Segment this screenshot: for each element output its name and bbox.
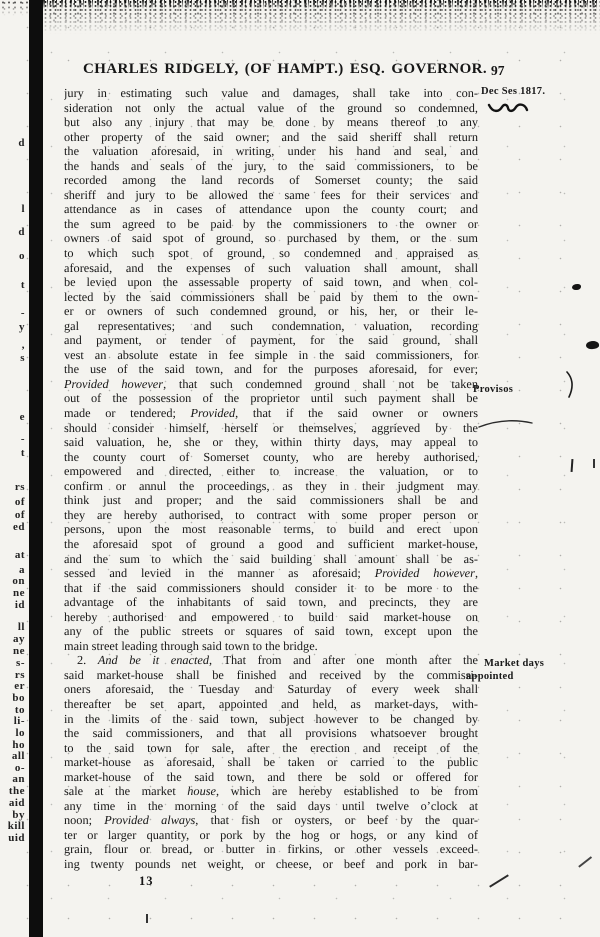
edge-text-fragment: bo	[12, 692, 25, 704]
text-line: should consider himself, herself or themselves, aggrieved by the	[64, 420, 478, 435]
ink-tick-mark	[146, 914, 148, 923]
text-line: sideration not only the actual value of the ground so condemned,	[64, 100, 478, 115]
ink-slash-mark	[489, 874, 509, 887]
text-line: lected by the said commissioners shall be paid by them to the own-	[64, 289, 478, 304]
edge-text-fragment: y	[19, 321, 25, 333]
edge-text-fragment: of	[14, 496, 25, 508]
scan-noise-band	[43, 0, 600, 34]
page-number: 97	[491, 63, 505, 78]
text-line: said market-house shall be finished and received by the commissi-	[64, 667, 478, 682]
edge-text-fragment: er	[14, 680, 25, 692]
ink-brace-mark	[564, 370, 578, 405]
text-line: owners of said spot of ground, so purchased by them, or the sum	[64, 231, 478, 246]
text-line: hereby authorised and empowered to build said market-house on	[64, 609, 478, 624]
edge-text-fragment: ed	[13, 521, 25, 533]
page-header-title: CHARLES RIDGELY, (OF HAMPT.) ESQ. GOVERNOR.	[82, 61, 488, 77]
edge-text-fragment: s-	[16, 657, 25, 669]
text-line: gal representatives; and such condemnation, valuation, recording	[64, 318, 478, 333]
text-line: made or tendered; Provided, that if the said owner or owners	[64, 406, 478, 421]
text-line: sheriff and jury to be allowed the same fees for their services and	[64, 187, 478, 202]
text-line: persons, upon the most reasonable terms, to build and erect upon	[64, 522, 478, 537]
margin-note-session: Dec Ses 1817.	[481, 86, 546, 97]
text-line: think just and proper; and the said commissioners shall be and	[64, 493, 478, 508]
edge-text-fragment: rs	[14, 669, 25, 681]
edge-text-fragment: kill	[7, 820, 25, 832]
book-gutter-shadow	[29, 0, 43, 937]
text-line: the valuation aforesaid, in writing, under his hand and seal, and	[64, 144, 478, 159]
text-line: oners aforesaid, the Tuesday and Saturday of every week shall	[64, 682, 478, 697]
text-line: the aforesaid spot of ground a good and sufficient market-house,	[64, 536, 478, 551]
ink-tick-mark	[593, 459, 595, 468]
text-line: noon; Provided always, that fish or oysters, or beef by the quar-	[64, 813, 478, 828]
edge-text-fragment: t	[20, 279, 25, 291]
ink-squiggle-icon	[487, 101, 529, 119]
text-line: be levied upon the assessable property of said town, and when col-	[64, 275, 478, 290]
text-line: advantage of the inhabitants of said town, and precincts, they are	[64, 595, 478, 610]
text-line: sale at the market house, which are hereby established to be from	[64, 784, 478, 799]
ink-stroke-mark	[477, 416, 535, 435]
edge-text-fragment: ho	[12, 739, 25, 751]
edge-text-fragment: o	[19, 250, 25, 262]
margin-note-market-days: Market days	[484, 658, 545, 669]
edge-text-fragment: -	[20, 307, 25, 319]
body-text	[64, 86, 478, 872]
edge-text-fragment: -	[20, 433, 25, 445]
edge-text-fragment: at	[14, 549, 25, 561]
text-line: and the sum to which the said building shall amount shall be as-	[64, 551, 478, 566]
edge-text-fragment: ll	[17, 621, 25, 633]
edge-text-fragment: ,	[21, 339, 25, 351]
edge-text-fragment: of	[14, 509, 25, 521]
text-line: the sum agreed to be paid by the commissioners to the owner or	[64, 216, 478, 231]
text-line: vest an absolute estate in fee simple in the said commissioners, for	[64, 347, 478, 362]
edge-text-fragment: o-	[14, 762, 25, 774]
edge-text-fragment: to	[14, 704, 25, 716]
text-line: main street leading through said town to the bridge.	[64, 638, 318, 653]
paragraph-2	[64, 653, 478, 871]
ink-blot	[572, 284, 581, 290]
edge-text-fragment: d	[18, 137, 25, 149]
edge-text-fragment: s	[20, 352, 25, 364]
edge-text-fragment: all	[11, 750, 25, 762]
edge-text-fragment: an	[12, 773, 25, 785]
text-line: the use of the said town, and for the purposes aforesaid, for ever;	[64, 362, 478, 377]
text-line: attendance as in cases of attendance upon the county court; and	[64, 202, 478, 217]
text-line: market-house of the said town, and there be sold or offered for	[64, 769, 478, 784]
edge-text-fragment: a	[19, 564, 25, 576]
ink-blot	[586, 340, 600, 350]
edge-text-fragment: ne	[13, 587, 25, 599]
paragraph-1	[64, 86, 478, 653]
text-line: the county court of Somerset county, who are hereby authorised,	[64, 449, 478, 464]
edge-text-fragment: on	[12, 575, 25, 587]
text-line: to which such spot of ground, so condemned and appraised as	[64, 246, 478, 261]
facing-page-edge-fragments	[0, 0, 28, 937]
text-line: jury in estimating such value and damages, shall take into con-	[64, 86, 478, 100]
edge-text-fragment: ay	[13, 633, 25, 645]
text-line: grain, flour or bread, or butter in firkins, or other vessels exceed-	[64, 842, 478, 857]
text-line: recorded among the land records of Somerset county; the said	[64, 173, 478, 188]
text-line: out of the possession of the proprietor until such payment shall be	[64, 391, 478, 406]
edge-text-fragment: ne	[13, 645, 25, 657]
text-line: aforesaid, and the expenses of such valuation shall amount, shall	[64, 260, 478, 275]
text-line: to the said town for sale, after the erection and receipt of the	[64, 740, 478, 755]
edge-text-fragment: uid	[8, 832, 25, 844]
text-line: and payment, or tender of payment, for the said ground, shall	[64, 333, 478, 348]
edge-text-fragment: the	[8, 785, 25, 797]
text-line: ter or larger quantity, or pork by the hog or hogs, or any kind of	[64, 827, 478, 842]
text-line: Provided however, that such condemned ground shall not be taken	[64, 376, 478, 391]
text-line: ing twenty pounds net weight, or cheese, or beef and pork in bar-	[64, 856, 478, 871]
text-line: thereafter be set apart, appointed and held, as market-days, with-	[64, 696, 478, 711]
ink-slash-mark	[578, 856, 592, 867]
text-line: that if the said commissioners should consider it to be more to the	[64, 580, 478, 595]
margin-note-proviso: Provisos	[473, 384, 514, 395]
text-line: in the limits of the said town, subject however to be changed by	[64, 711, 478, 726]
text-line: but also any injury that may be done by means thereof to any	[64, 115, 478, 130]
text-line: the said commissioners, and that all provisions whatsoever brought	[64, 726, 478, 741]
edge-text-fragment: rs	[14, 481, 25, 493]
edge-text-fragment: lo	[15, 727, 25, 739]
edge-text-fragment: aid	[8, 797, 25, 809]
text-line: said valuation, he, she or they, within thirty days, may appeal to	[64, 435, 478, 450]
text-line: market-house as aforesaid, shall be taken or carried to the public	[64, 755, 478, 770]
scan-noise-edge	[43, 0, 600, 9]
edge-text-fragment: e	[19, 411, 25, 423]
text-line: they are hereby authorised, to contract with some proper person or	[64, 507, 478, 522]
text-line: the hands and seals of the jury, to the said commissioners, to be	[64, 158, 478, 173]
edge-text-fragment: l	[21, 203, 25, 215]
text-line: any of the public streets or squares of said town, except upon the	[64, 624, 478, 639]
edge-text-fragment: id	[14, 599, 25, 611]
edge-text-fragment: t	[20, 447, 25, 459]
margin-note-appointed: appointed	[466, 671, 514, 682]
ink-tick-mark	[571, 459, 574, 472]
edge-text-fragment: by	[12, 809, 25, 821]
text-line: any time in the morning of the said days until twelve o’clock at	[64, 798, 478, 813]
edge-text-fragment: d	[18, 226, 25, 238]
text-line: other property of the said owner; and the said sheriff shall return	[64, 129, 478, 144]
text-line: confirm or annul the proceedings, as they in their judgment may	[64, 478, 478, 493]
text-line: er or owners of such condemned ground, or his, her, or their le-	[64, 304, 478, 319]
text-line: empowered and directed, either to increase the valuation, or to	[64, 464, 478, 479]
signature-mark: 13	[139, 874, 154, 888]
edge-text-fragment: li-	[13, 715, 25, 727]
text-line: 2. And be it enacted, That from and after one month after the	[77, 653, 478, 668]
text-line: sessed and levied in the manner as aforesaid; Provided however,	[64, 566, 478, 581]
